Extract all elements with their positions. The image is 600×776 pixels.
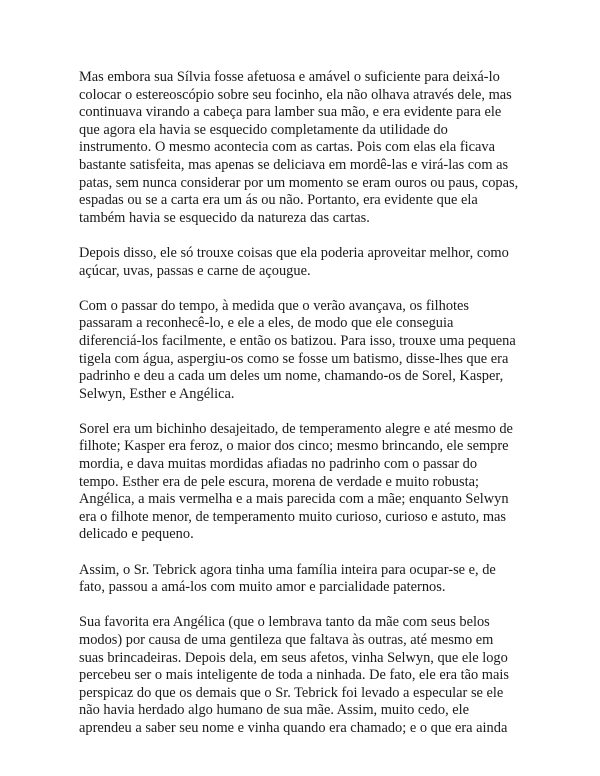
text-line: modos) por causa de uma gentileza que faltava às outras, até mesmo em bbox=[79, 632, 494, 648]
text-line: perspicaz do que os demais que o Sr. Tebrick foi levado a especular se ele bbox=[79, 684, 504, 701]
text-line: colocar o estereoscópio sobre seu focinho, ela não olhava através dele, mas bbox=[79, 86, 512, 103]
text-line: padrinho e deu a cada um deles um nome, chamando-os de Sorel, Kasper, bbox=[79, 368, 504, 385]
text-line: delicado e pequeno. bbox=[79, 526, 194, 543]
text-line: instrumento. O mesmo acontecia com as cartas. Pois com elas ela ficava bbox=[79, 139, 495, 156]
paragraph bbox=[79, 69, 527, 227]
text-line: continuava virando a cabeça para lamber sua mão, e era evidente para ele bbox=[79, 104, 502, 121]
text-line: filhote; Kasper era feroz, o maior dos cinco; mesmo brincando, ele sempre bbox=[79, 438, 509, 455]
text-line: Mas embora sua Sílvia fosse afetuosa e amável o suficiente para deixá-lo bbox=[79, 69, 500, 85]
text-line: patas, sem nunca considerar por um momento se eram ouros ou paus, copas, bbox=[79, 174, 519, 191]
text-line: Depois disso, ele só trouxe coisas que ela poderia aproveitar melhor, como bbox=[79, 244, 509, 261]
text-line: espadas ou se a carta era um ás ou não. Portanto, era evidente que ela bbox=[79, 192, 478, 209]
text-line: era o filhote menor, de temperamento muito curioso, curioso e astuto, mas bbox=[79, 508, 507, 525]
text-line: que agora ela havia se esquecido completamente da utilidade do bbox=[79, 121, 448, 138]
text-line: não havia herdado algo humano de sua mãe. Assim, muito cedo, ele bbox=[79, 702, 470, 719]
paragraph bbox=[79, 245, 527, 280]
text-line: Sua favorita era Angélica (que o lembrava tanto da mãe com seus belos bbox=[79, 614, 490, 631]
text-line: bastante satisfeita, mas apenas se deliciava em mordê-las e virá-las com as bbox=[79, 156, 509, 173]
text-line: Assim, o Sr. Tebrick agora tinha uma família inteira para ocupar-se e, de bbox=[79, 561, 496, 578]
text-line: açúcar, uvas, passas e carne de açougue. bbox=[79, 262, 311, 279]
text-line: fato, passou a amá-los com muito amor e parcialidade paternos. bbox=[79, 579, 446, 596]
paragraph bbox=[79, 298, 527, 404]
text-line: tigela com água, aspergiu-os como se fosse um batismo, disse-lhes que era bbox=[79, 350, 509, 367]
document-body bbox=[79, 69, 527, 755]
text-line: Com o passar do tempo, à medida que o verão avançava, os filhotes bbox=[79, 297, 470, 314]
text-line: tempo. Esther era de pele escura, morena de verdade e muito robusta; bbox=[79, 473, 479, 490]
paragraph bbox=[79, 562, 527, 597]
text-line: Sorel era um bichinho desajeitado, de temperamento alegre e até mesmo de bbox=[79, 420, 513, 437]
text-line: passaram a reconhecê-lo, e ele a eles, de modo que ele conseguia bbox=[79, 315, 454, 332]
text-line: percebeu ser o mais inteligente de toda a ninhada. De fato, ele era tão mais bbox=[79, 667, 509, 684]
text-line: mordia, e dava muitas mordidas afiadas no padrinho com o passar do bbox=[79, 456, 478, 473]
text-line: também havia se esquecido da natureza das cartas. bbox=[79, 209, 370, 226]
text-line: suas brincadeiras. Depois dela, em seus afetos, vinha Selwyn, que ele logo bbox=[79, 649, 508, 666]
paragraph bbox=[79, 614, 527, 737]
text-line: diferenciá-los facilmente, e então os batizou. Para isso, trouxe uma pequena bbox=[79, 332, 516, 349]
text-line: aprendeu a saber seu nome e vinha quando era chamado; e o que era ainda bbox=[79, 719, 508, 736]
paragraph bbox=[79, 421, 527, 544]
text-line: Angélica, a mais vermelha e a mais parecida com a mãe; enquanto Selwyn bbox=[79, 491, 509, 508]
text-line: Selwyn, Esther e Angélica. bbox=[79, 385, 235, 402]
